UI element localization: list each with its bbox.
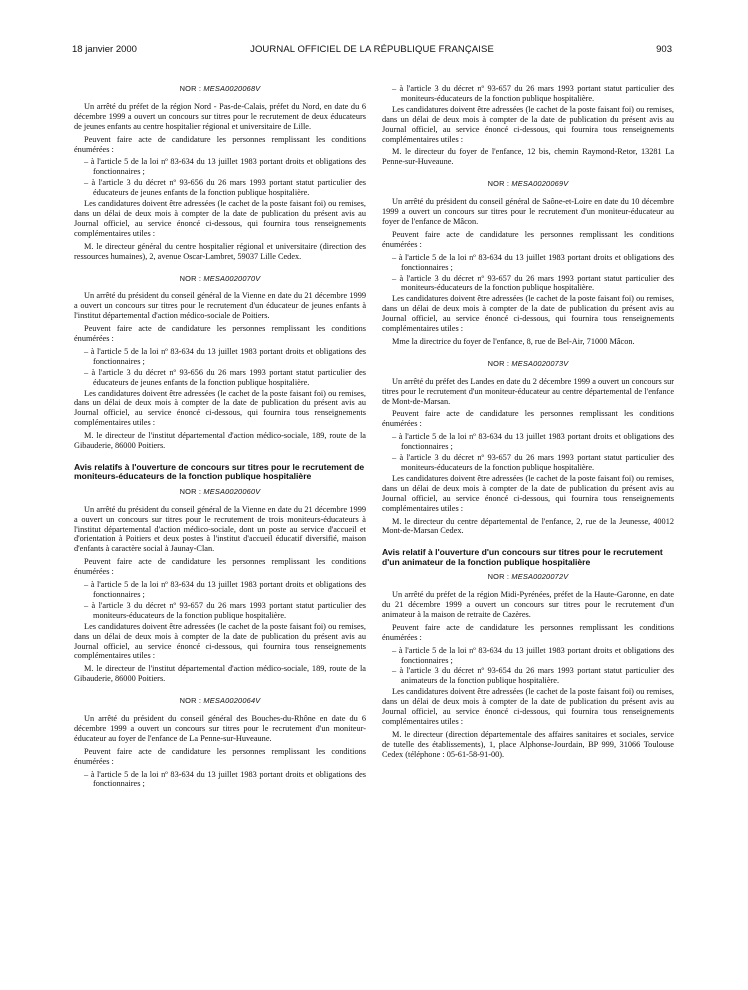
nor-code: MESA0020060V: [203, 486, 261, 496]
nor-label: NOR :: [179, 84, 202, 93]
nor-label: NOR :: [179, 273, 202, 283]
notice-paragraph: M. le directeur du centre départemental de l'enfance, 2, rue de la Jeunesse, 40012 Mont-de-Marsan Cedex.: [382, 516, 674, 536]
nor-label: NOR :: [487, 358, 510, 368]
notice-section: [74, 84, 366, 262]
notice-paragraph: Les candidatures doivent être adressées (le cachet de la poste faisant foi) ou remises, dans un délai de deux mois à compter de la date de publication du présent avis au Journal officiel, au service énoncé ci-dessous, qui fournira tous renseignements complémentaires utiles :: [382, 294, 674, 334]
notice-section: [74, 463, 366, 684]
notice-paragraph: Un arrêté du préfet des Landes en date du 2 décembre 1999 a ouvert un concours sur titres pour le recrutement d'un moniteur-éducateur au centre départemental de l'enfance de Mont-de-Marsan.: [382, 376, 674, 406]
notice-paragraph: Peuvent faire acte de candidature les personnes remplissant les conditions énumérées :: [382, 229, 674, 249]
section-heading: Avis relatif à l'ouverture d'un concours sur titres pour le recrutement d'un animateur de la fonction publique hospitalière: [382, 547, 663, 567]
nor-label: NOR :: [487, 179, 510, 189]
condition-item: – à l'article 3 du décret nº 93-657 du 26 mars 1993 portant statut particulier des moniteurs-éducateurs de la fonction publique hospitalière.: [392, 84, 674, 103]
notice-paragraph: Un arrêté du préfet de la région Midi-Pyrénées, préfet de la Haute-Garonne, en date du 21 décembre 1999 a ouvert un concours sur titres pour le recrutement d'un animateur à la maison de retraite de Cazères.: [382, 590, 674, 619]
page-header: [72, 44, 672, 58]
notice-paragraph: Un arrêté du préfet de la région Nord - Pas-de-Calais, préfet du Nord, en date du 6 décembre 1999 a ouvert un concours sur titres pour le recrutement de deux éducateurs de jeunes enfants au centre hospitalier régional et universitaire de Lille.: [74, 101, 366, 131]
section-heading: Avis relatifs à l'ouverture de concours sur titres pour le recrutement de moniteurs-éducateurs de la fonction publique hospitalière: [74, 462, 365, 482]
nor-reference: [74, 84, 366, 94]
condition-item: – à l'article 3 du décret nº 93-657 du 26 mars 1993 portant statut particulier des moniteurs-éducateurs de la fonction publique hospitalière.: [392, 273, 674, 293]
notice-section: [74, 274, 366, 452]
nor-code: MESA0020072V: [511, 572, 569, 582]
notice-section: [74, 696, 366, 789]
notice-paragraph: Peuvent faire acte de candidature les personnes remplissant les conditions énumérées :: [382, 622, 674, 642]
notice-paragraph: Peuvent faire acte de candidature les personnes remplissant les conditions énumérées :: [382, 409, 674, 429]
notice-paragraph: Peuvent faire acte de candidature les personnes remplissant les conditions énumérées :: [74, 134, 366, 154]
condition-item: – à l'article 5 de la loi nº 83-634 du 13 juillet 1983 portant droits et obligations des fonctionnaires ;: [84, 580, 366, 599]
condition-item: – à l'article 3 du décret nº 93-657 du 26 mars 1993 portant statut particulier des moniteurs-éducateurs de la fonction publique hospitalière.: [84, 600, 366, 620]
notice-section: [382, 179, 674, 347]
nor-reference: [74, 696, 366, 706]
notice-paragraph: Un arrêté du président du conseil général de Saône-et-Loire en date du 10 décembre 1999 a ouvert un concours sur titres pour le recrutement d'un moniteur-éducateur au foyer de l'enfance de Mâcon.: [382, 197, 674, 226]
notice-paragraph: Les candidatures doivent être adressées (le cachet de la poste faisant foi) ou remises, dans un délai de deux mois à compter de la date de publication du présent avis au Journal officiel, au service énoncé ci-dessous, qui fournira tous renseignements complémentaires utiles :: [382, 104, 674, 144]
page-number: 903: [656, 44, 672, 55]
condition-item: – à l'article 5 de la loi nº 83-634 du 13 juillet 1983 portant droits et obligations des fonctionnaires ;: [84, 769, 366, 789]
journal-title: JOURNAL OFFICIEL DE LA RÉPUBLIQUE FRANÇAISE: [250, 44, 494, 55]
nor-code: MESA0020070V: [203, 273, 261, 283]
notice-paragraph: Mme la directrice du foyer de l'enfance, 8, rue de Bel-Air, 71000 Mâcon.: [392, 336, 635, 346]
notice-paragraph: Peuvent faire acte de candidature les personnes remplissant les conditions énumérées :: [74, 557, 366, 577]
notice-paragraph: M. le directeur (direction départementale des affaires sanitaires et sociales, service de tutelle des établissements), 1, place Alphonse-Jourdain, BP 999, 31066 Toulouse Cedex (téléphone : 05-61-58-91-00).: [382, 729, 674, 759]
notice-paragraph: M. le directeur de l'institut départemental d'action médico-sociale, 189, route de la Gibauderie, 86000 Poitiers.: [74, 664, 366, 684]
condition-item: – à l'article 5 de la loi nº 83-634 du 13 juillet 1983 portant droits et obligations des fonctionnaires ;: [392, 432, 674, 452]
issue-date: 18 janvier 2000: [72, 44, 137, 55]
nor-reference: [382, 179, 674, 189]
condition-item: – à l'article 3 du décret nº 93-654 du 26 mars 1993 portant statut particulier des animateurs de la fonction publique hospitalière.: [392, 666, 674, 686]
condition-item: – à l'article 5 de la loi nº 83-634 du 13 juillet 1983 portant droits et obligations des fonctionnaires ;: [84, 157, 366, 177]
notice-paragraph: M. le directeur du foyer de l'enfance, 12 bis, chemin Raymond-Retor, 13281 La Penne-sur-Huveaune.: [382, 147, 674, 167]
nor-code: MESA0020073V: [511, 358, 569, 368]
condition-item: – à l'article 3 du décret nº 93-657 du 26 mars 1993 portant statut particulier des moniteurs-éducateurs de la fonction publique hospitalière.: [392, 453, 674, 472]
notice-paragraph: Un arrêté du président du conseil général de la Vienne en date du 21 décembre 1999 a ouvert un concours sur titres pour le recrutement d'un éducateur de jeunes enfants à l'institut départemental d'action médico-sociale de Poitiers.: [74, 291, 366, 321]
nor-label: NOR :: [179, 696, 202, 706]
notice-paragraph: M. le directeur général du centre hospitalier régional et universitaire (direction des ressources humaines), 2, avenue Oscar-Lambret, 59037 Lille Cedex.: [74, 241, 366, 261]
condition-item: – à l'article 3 du décret nº 93-656 du 26 mars 1993 portant statut particulier des éducateurs de jeunes enfants de la fonction publique hospitalière.: [84, 367, 366, 387]
nor-code: MESA0020068V: [203, 84, 261, 93]
condition-item: – à l'article 5 de la loi nº 83-634 du 13 juillet 1983 portant droits et obligations des fonctionnaires ;: [392, 252, 674, 272]
notice-section: [382, 548, 674, 759]
notice-section: [382, 359, 674, 537]
nor-code: MESA0020069V: [511, 179, 569, 189]
notice-paragraph: Les candidatures doivent être adressées (le cachet de la poste faisant foi) ou remises, dans un délai de deux mois à compter de la date de publication du présent avis au Journal officiel, au service énoncé ci-dessous, qui fournira tous renseignements complémentaires utiles :: [74, 388, 366, 428]
notice-paragraph: Les candidatures doivent être adressées (le cachet de la poste faisant foi) ou remises, dans un délai de deux mois à compter de la date de publication du présent avis au Journal officiel, au service énoncé ci-dessous, qui fournira tous renseignements complémentaires utiles :: [74, 621, 366, 661]
notice-section: [382, 84, 674, 167]
notice-paragraph: Peuvent faire acte de candidature les personnes remplissant les conditions énumérées :: [74, 324, 366, 344]
nor-label: NOR :: [179, 486, 202, 496]
left-column: [74, 84, 366, 801]
nor-reference: [382, 359, 674, 369]
nor-reference: [74, 274, 366, 284]
right-column: [382, 84, 674, 772]
notice-paragraph: Un arrêté du président du conseil général de la Vienne en date du 21 décembre 1999 a ouvert un concours sur titres pour le recrutement de trois moniteurs-éducateurs à l'institut départemental d'action médico-sociale, dont un poste au service d'accueil et d'orientation à Poitiers et deux postes à l'institut d'accueil éducatif diversifié, maison d'enfants à caractère social à Jaunay-Clan.: [74, 504, 366, 554]
notice-paragraph: Les candidatures doivent être adressées (le cachet de la poste faisant foi) ou remises, dans un délai de deux mois à compter de la date de publication du présent avis au Journal officiel, au service énoncé ci-dessous, qui fournira tous renseignements complémentaires utiles :: [74, 199, 366, 238]
nor-code: MESA0020064V: [203, 696, 261, 706]
nor-reference: [74, 487, 366, 497]
condition-item: – à l'article 5 de la loi nº 83-634 du 13 juillet 1983 portant droits et obligations des fonctionnaires ;: [392, 645, 674, 665]
nor-label: NOR :: [487, 572, 510, 582]
notice-paragraph: Peuvent faire acte de candidature les personnes remplissant les conditions énumérées :: [74, 746, 366, 766]
nor-reference: [382, 572, 674, 582]
notice-paragraph: M. le directeur de l'institut départemental d'action médico-sociale, 189, route de la Gibauderie, 86000 Poitiers.: [74, 431, 366, 451]
condition-item: – à l'article 5 de la loi nº 83-634 du 13 juillet 1983 portant droits et obligations des fonctionnaires ;: [84, 346, 366, 366]
notice-paragraph: Un arrêté du président du conseil général des Bouches-du-Rhône en date du 6 décembre 1999 a ouvert un concours sur titres pour le recrutement d'un moniteur-éducateur au foyer de l'enfance de La Penne-sur-Huveaune.: [74, 714, 366, 743]
notice-paragraph: Les candidatures doivent être adressées (le cachet de la poste faisant foi) ou remises, dans un délai de deux mois à compter de la date de publication du présent avis au Journal officiel, au service énoncé ci-dessous, qui fournira tous renseignements complémentaires utiles :: [382, 687, 674, 726]
condition-item: – à l'article 3 du décret nº 93-656 du 26 mars 1993 portant statut particulier des éducateurs de jeunes enfants de la fonction publique hospitalière.: [84, 178, 366, 198]
notice-paragraph: Les candidatures doivent être adressées (le cachet de la poste faisant foi) ou remises, dans un délai de deux mois à compter de la date de publication du présent avis au Journal officiel, au service énoncé ci-dessous, qui fournira tous renseignements complémentaires utiles :: [382, 473, 674, 513]
